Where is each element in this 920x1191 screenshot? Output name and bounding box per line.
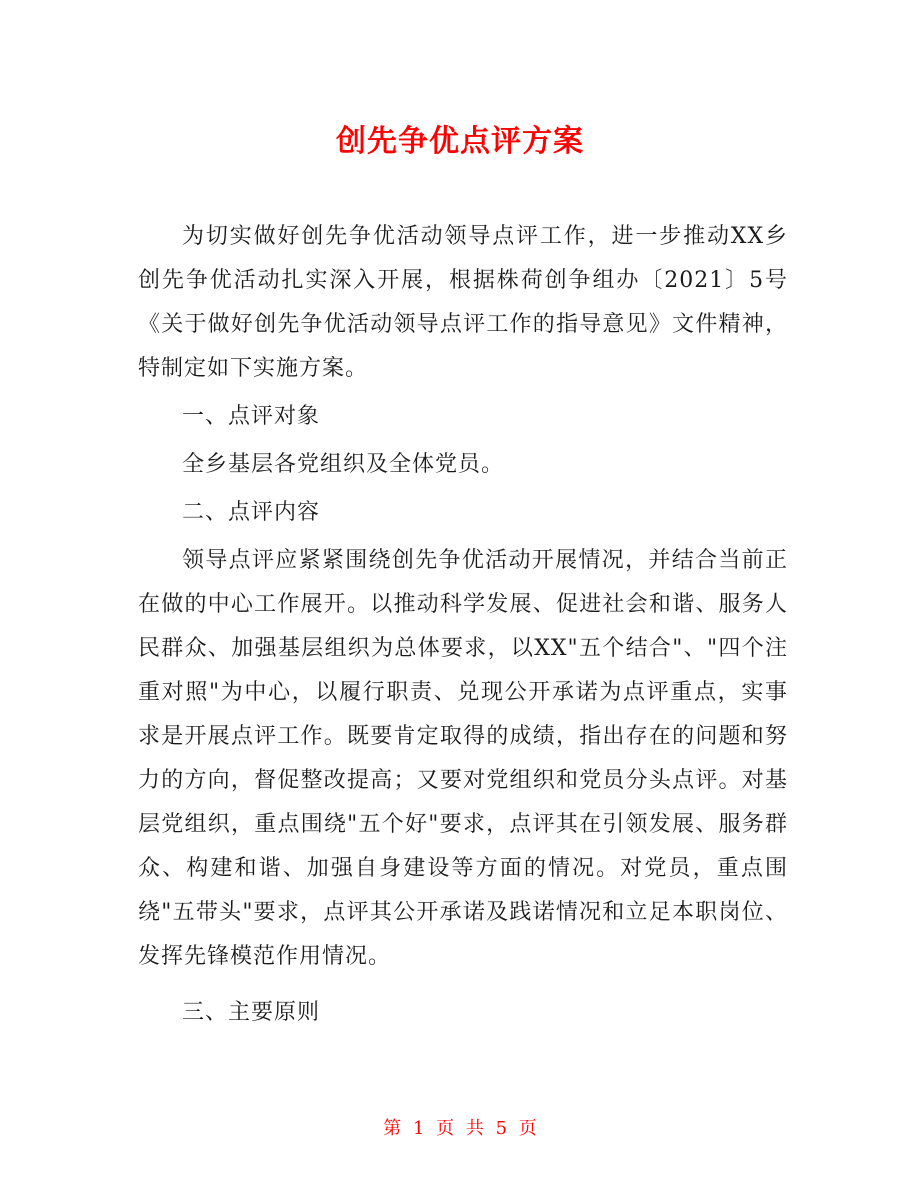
page-number-footer: 第 1 页 共 5 页 <box>383 1118 537 1139</box>
section-2-heading: 二、点评内容 <box>182 500 321 525</box>
document-title: 创先争优点评方案 <box>336 124 584 159</box>
document-body <box>138 215 788 1035</box>
section-2-body: 领导点评应紧紧围绕创先争优活动开展情况，并结合当前正在做的中心工作展开。以推动科学发展、促进社会和谐、服务人民群众、加强基层组织为总体要求，以XX"五个结合"、"四个注重对照"为中心，以履行职责、兑现公开承诺为点评重点，实事求是开展点评工作。既要肯定取得的成绩，指出存在的问题和努力的方向，督促整改提高；又要对党组织和党员分头点评。对基层党组织，重点围绕"五个好"要求，点评其在引领发展、服务群众、构建和谐、加强自身建设等方面的情况。对党员，重点围绕"五带头"要求，点评其公开承诺及践诺情况和立足本职岗位、发挥先锋模范作用情况。 <box>138 548 788 969</box>
intro-paragraph: 为切实做好创先争优活动领导点评工作，进一步推动XX乡创先争优活动扎实深入开展，根据株荷创争组办〔2021〕5号《关于做好创先争优活动领导点评工作的指导意见》文件精神，特制定如下实施方案。 <box>138 224 788 381</box>
section-1-body: 全乡基层各党组织及全体党员。 <box>182 452 505 477</box>
section-3-heading: 三、主要原则 <box>182 1000 321 1025</box>
section-1-heading: 一、点评对象 <box>182 404 321 429</box>
